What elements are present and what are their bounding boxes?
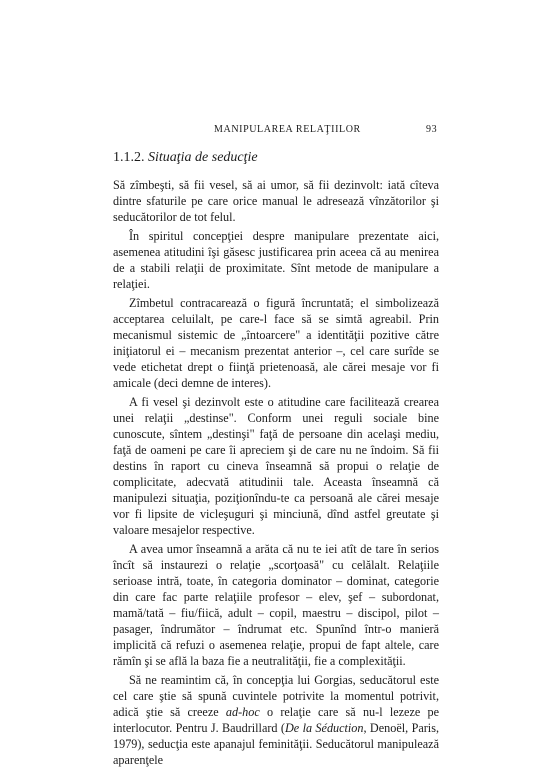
section-heading <box>113 150 258 166</box>
paragraph-1: Să zîmbeşti, să fii vesel, să ai umor, să fii dezinvolt: iată cîteva dintre sfaturile pe care orice manual le adresează vînzătorilor şi seducătorilor de tot felul. <box>113 178 439 224</box>
section-number: 1.1.2. <box>113 150 145 165</box>
section-title: Situaţia de seducţie <box>148 150 258 165</box>
paragraph-6-part-c: , Denoël, Paris, 1979), seducţia este apanajul feminităţii. Seducătorul manipulează aparenţele <box>113 721 439 767</box>
paragraph-5: A avea umor înseamnă a arăta că nu te iei atît de tare în serios încît să instaurezi o relaţie „scorţoasă" cu celălalt. Relaţiile serioase intră, toate, în categoria dominator – dominat, categorie din care fac parte relaţiile profesor – elev, şef – subordonat, mamă/tată – fiu/fiică, adult – copil, maestru – discipol, pilot – pasager, îndrumător – îndrumat etc. Spunînd într-o manieră implicită că refuzi o asemenea relaţie, propui de fapt altele, care rămîn şi se află la baza fie a neutralităţii, fie a complexităţii. <box>113 542 439 668</box>
paragraph-2: În spiritul concepţiei despre manipulare prezentate aici, asemenea atitudini îşi găsesc justificarea prin aceea că au menirea de a stabili relaţii de proximitate. Sînt metode de manipulare a relaţiei. <box>113 229 439 291</box>
paragraph-6 <box>113 672 439 768</box>
paragraph-6-part-a: Să ne reamintim că, în concepţia lui Gorgias, seducătorul este cel care ştie să spună cuvintele potrivite la momentul potrivit, adică ştie să creeze <box>113 673 439 719</box>
running-title: MANIPULAREA RELAŢIILOR <box>214 124 361 135</box>
body-text <box>113 177 439 771</box>
paragraph-3: Zîmbetul contracarează o figură încruntată; el simbolizează acceptarea celuilalt, pe care-l face să se simtă agreabil. Prin mecanismul sistemic de „întoarcere" a identităţii pozitive către iniţiatorul ei – mecanism prezentat anterior –, cel care surîde se vede etichetat drept o fiinţă prietenoasă, ale cărei mesaje vor fi amicale (deci demne de interes). <box>113 296 439 390</box>
paragraph-4: A fi vesel şi dezinvolt este o atitudine care facilitează crearea unei relaţii „destinse". Conform unei reguli sociale bine cunoscute, sîntem „destinşi" faţă de persoane din acelaşi mediu, faţă de oameni pe care îi apreciem şi de care nu ne îndoim. Să fii destins în raport cu cineva înseamnă să propui o relaţie de complicitate, adecvată atitudinii tale. Aceasta înseamnă că manipulezi situaţia, poziţionîndu-te ca persoană ale cărei mesaje vor fi lipsite de vicleşuguri şi minciună, dînd astfel greutate şi valoare mesajelor respective. <box>113 395 439 537</box>
page-number: 93 <box>426 124 438 135</box>
paragraph-6-part-b: o relaţie care să nu-l lezeze pe interlocutor. Pentru J. Baudrillard ( <box>113 705 440 735</box>
italic-ad-hoc: ad-hoc <box>225 705 260 719</box>
italic-book-title: De la Séduction <box>284 721 364 735</box>
